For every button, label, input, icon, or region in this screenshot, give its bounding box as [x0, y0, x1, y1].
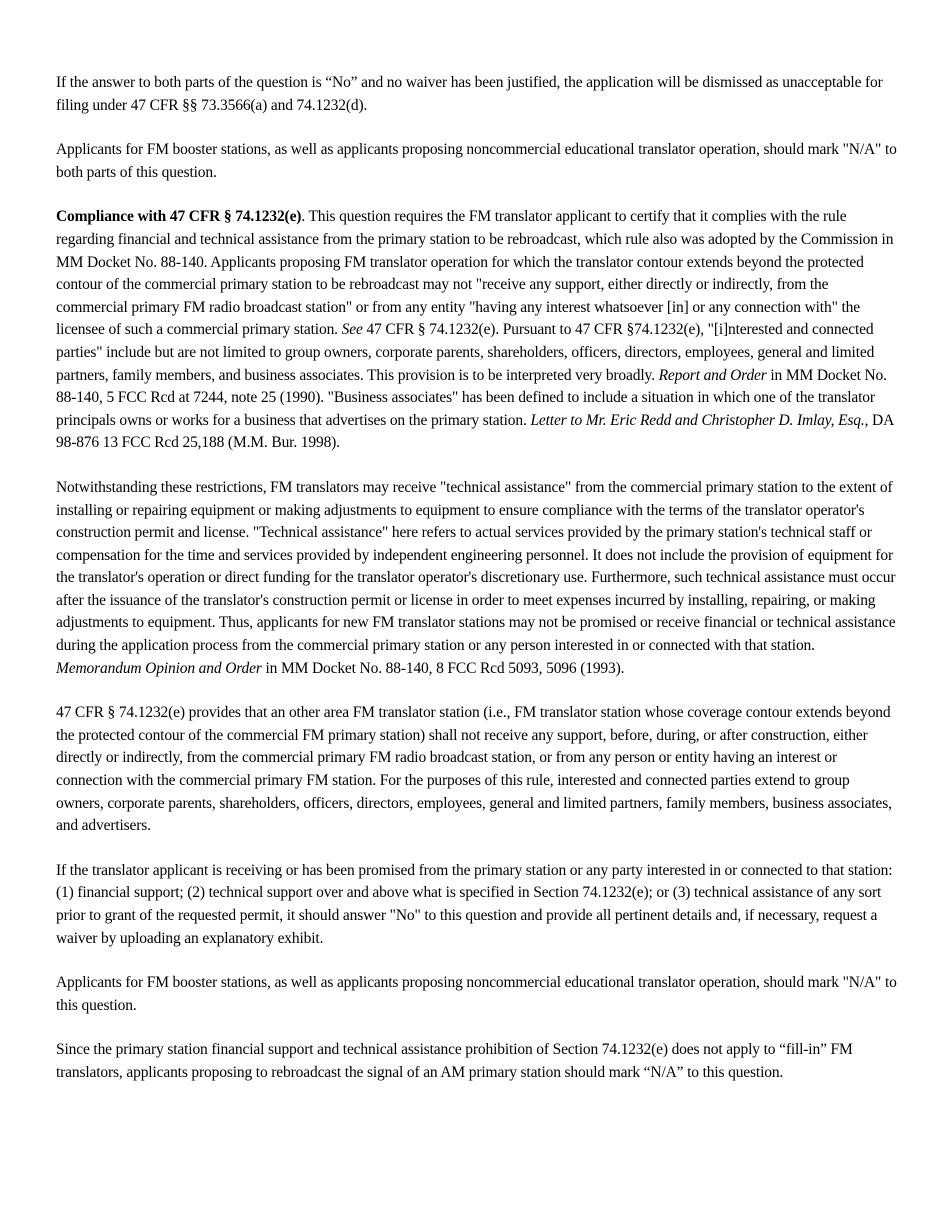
citation-report-and-order: Report and Order [658, 366, 767, 384]
section-heading: Compliance with 47 CFR § 74.1232(e) [56, 208, 302, 226]
citation-memorandum-opinion: Memorandum Opinion and Order [56, 659, 262, 677]
paragraph-compliance-74-1232e [56, 206, 898, 455]
paragraph-text: , DA 98-876 13 FCC Rcd 25,188 (M.M. Bur. 1998). [56, 411, 894, 452]
citation-see: See [341, 321, 363, 339]
paragraph-text: Notwithstanding these restrictions, FM translators may receive "technical assistance" from the commercial primary station to the extent of installing or repairing equipment or making adjustments to equipment to ensure compliance with the terms of the translator operator's construction permit and license. "Technical assistance" here refers to actual services provided by the primary station's technical staff or compensation for the time and services provided by independent engineering personnel. It does not include the provision of equipment for the translator's operation or direct funding for the translator operator's discretionary use. Furthermore, such technical assistance must occur after the issuance of the translator's construction permit or license in order to meet expenses incurred by installing, repairing, or making adjustments to equipment. Thus, applicants for new FM translator stations may not be promised or receive financial or technical assistance during the application process from the commercial primary station or any person interested in or connected with that station. [56, 478, 896, 655]
paragraph-dismissal-notice: If the answer to both parts of the question is “No” and no waiver has been justified, the application will be dismissed as unacceptable for filing under 47 CFR §§ 73.3566(a) and 74.1232(d). [56, 74, 883, 114]
paragraph-booster-na-both: Applicants for FM booster stations, as well as applicants proposing noncommercial educational translator operation, should mark "N/A" to both parts of this question. [56, 141, 897, 181]
paragraph-answer-no-instructions: If the translator applicant is receiving or has been promised from the primary station or any party interested in or connected to that station: (1) financial support; (2) technical support over and above what is specified in Section 74.1232(e); or (3) technical assistance of any sort prior to grant of the requested permit, it should answer "No" to this question and provide all pertinent details and, if necessary, request a waiver by uploading an explanatory exhibit. [56, 861, 893, 947]
citation-letter: Letter to Mr. Eric Redd and Christopher D. Imlay, Esq. [530, 411, 865, 429]
paragraph-fill-in-translators: Since the primary station financial support and technical assistance prohibition of Section 74.1232(e) does not apply to “fill-in” FM translators, applicants proposing to rebroadcast the signal of an AM primary station should mark “N/A” to this question. [56, 1041, 853, 1081]
document-page [56, 72, 898, 1107]
paragraph-booster-na: Applicants for FM booster stations, as well as applicants proposing noncommercial educational translator operation, should mark "N/A" to this question. [56, 974, 897, 1014]
paragraph-text: in MM Docket No. 88-140, 8 FCC Rcd 5093, 5096 (1993). [261, 659, 625, 677]
paragraph-text: in MM Docket No. 88-140, 5 FCC Rcd at 7244, note 25 (1990). "Business associates" has been defined to include a situation in which one of the translator principals owns or works for a business that advertises on the primary station. [56, 366, 887, 429]
paragraph-text: 47 CFR § 74.1232(e). Pursuant to 47 CFR §74.1232(e), "[i]nterested and connected parties" include but are not limited to group owners, corporate parents, shareholders, officers, directors, employees, general and limited partners, family members, and business associates. This provision is to be interpreted very broadly. [56, 321, 875, 384]
paragraph-other-area-translator: 47 CFR § 74.1232(e) provides that an other area FM translator station (i.e., FM translator station whose coverage contour extends beyond the protected contour of the commercial FM primary station) shall not receive any support, before, during, or after construction, either directly or indirectly, from the commercial primary FM radio broadcast station, or from any person or entity having an interest or connection with the commercial primary FM station. For the purposes of this rule, interested and connected parties extend to group owners, corporate parents, shareholders, officers, directors, employees, general and limited partners, family members, business associates, and advertisers. [56, 704, 892, 835]
paragraph-text: . This question requires the FM translator applicant to certify that it complies with the rule regarding financial and technical assistance from the primary station to be rebroadcast, which rule also was adopted by the Commission in MM Docket No. 88-140. Applicants proposing FM translator operation for which the translator contour extends beyond the protected contour of the commercial primary station to be rebroadcast may not "receive any support, either directly or indirectly, from the commercial primary FM radio broadcast station" or from any entity "having any interest whatsoever [in] or any connection with" the licensee of such a commercial primary station. [56, 208, 894, 339]
paragraph-technical-assistance [56, 477, 898, 680]
